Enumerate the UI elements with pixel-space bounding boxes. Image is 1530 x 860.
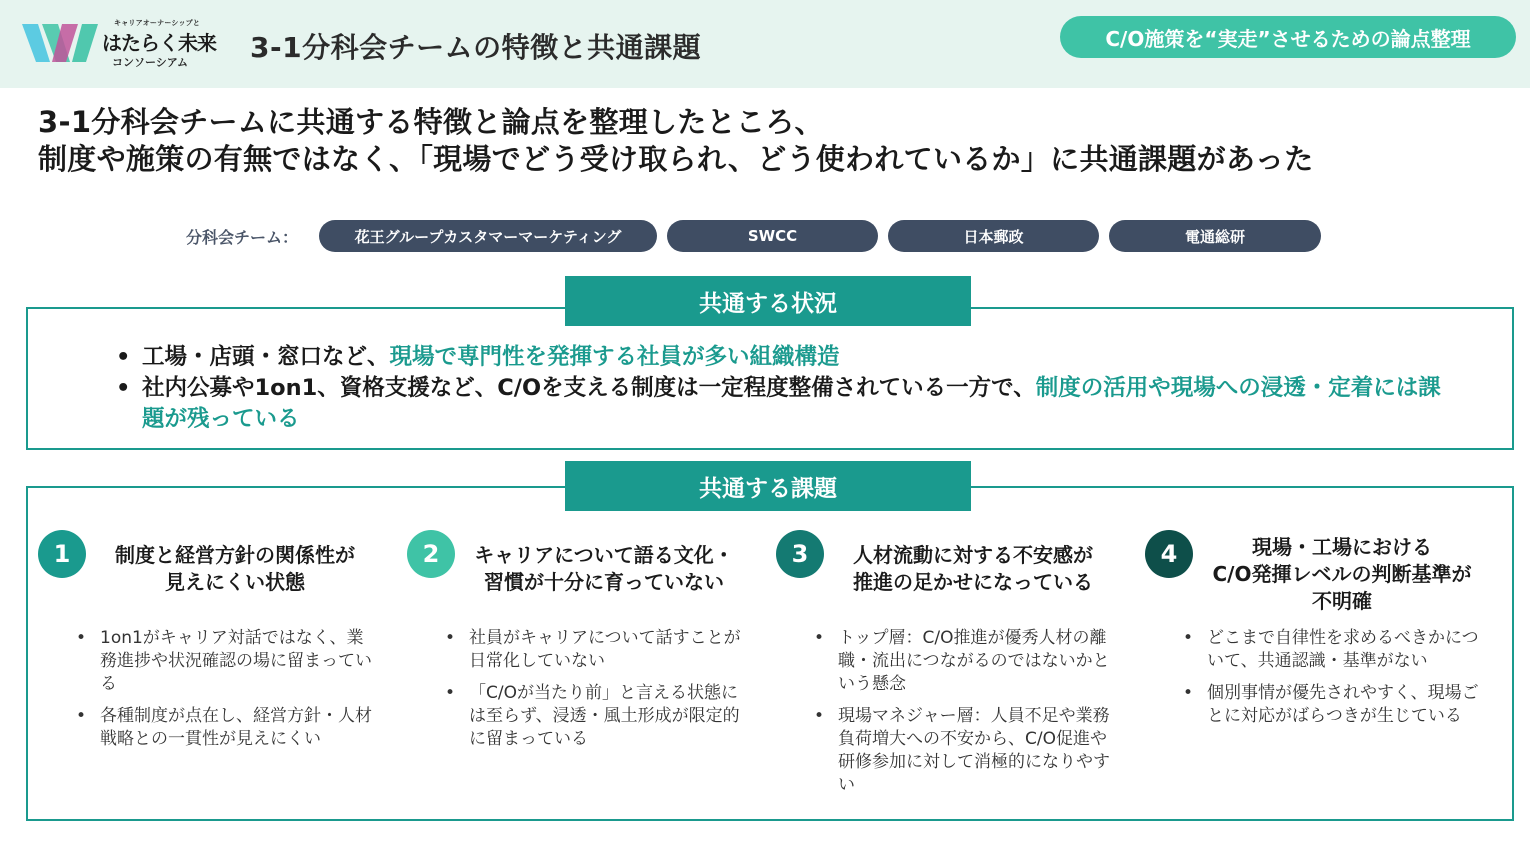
issue-title-line: 現場・工場における	[1252, 535, 1432, 559]
issue-number-badge: 1	[38, 530, 86, 578]
issue-bullets	[1183, 627, 1483, 737]
logo-tagline: キャリアオーナーシップと	[114, 19, 201, 27]
issue-title-line: 不明確	[1312, 589, 1372, 613]
issue-bullets	[76, 627, 376, 760]
situation-heading: 共通する状況	[565, 276, 971, 326]
issue-title-line: 習慣が十分に育っていない	[484, 570, 724, 594]
issue-bullets	[445, 627, 745, 760]
team-pill-swcc: SWCC	[667, 220, 878, 252]
situation-item	[116, 373, 1456, 435]
issue-bullets	[814, 627, 1114, 806]
issue-title	[459, 542, 749, 596]
team-pill-kao: 花王グループカスタマーマーケティング	[319, 220, 657, 252]
logo-mark-icon	[22, 20, 98, 66]
issue-number-badge: 3	[776, 530, 824, 578]
issue-title	[1197, 534, 1487, 615]
issues-heading: 共通する課題	[565, 461, 971, 511]
lead-line-2: 制度や施策の有無ではなく、「現場でどう受け取られ、どう使われているか」に共通課題があった	[38, 142, 1314, 176]
list-item: • どこまで自律性を求めるべきかについて、共通認識・基準がない	[1183, 627, 1483, 673]
page-title: 3-1分科会チームの特徴と共通課題	[250, 31, 702, 64]
situation-highlight: 制度の活用や現場への浸透・定着には課題が残っている	[142, 375, 1441, 432]
lead-message	[38, 104, 1498, 178]
lead-line-1: 3-1分科会チームに共通する特徴と論点を整理したところ、	[38, 105, 824, 139]
issue-title-line: キャリアについて語る文化・	[474, 543, 734, 567]
situation-text: 社内公募や1on1、資格支援など、C/Oを支える制度は一定程度整備されている一方で、	[142, 375, 1036, 401]
situation-item	[116, 342, 1456, 373]
issue-title	[90, 542, 380, 596]
list-item: • 社員がキャリアについて話すことが日常化していない	[445, 627, 745, 673]
issue-number-badge: 2	[407, 530, 455, 578]
list-item: • 個別事情が優先されやすく、現場ごとに対応がばらつきが生じている	[1183, 682, 1483, 728]
brand-logo	[22, 18, 216, 69]
list-item: • 各種制度が点在し、経営方針・人材戦略との一貫性が見えにくい	[76, 705, 376, 751]
list-item: • トップ層：C/O推進が優秀人材の離職・流出につながるのではないかという懸念	[814, 627, 1114, 696]
situation-highlight: 現場で専門性を発揮する社員が多い組織構造	[389, 344, 840, 370]
team-pill-japan-post: 日本郵政	[888, 220, 1099, 252]
issue-title-line: 制度と経営方針の関係性が	[115, 543, 355, 567]
theme-badge: C/O施策を“実走”させるための論点整理	[1060, 16, 1516, 58]
list-item: • 現場マネジャー層：人員不足や業務負荷増大への不安から、C/O促進や研修参加に対して消極的になりやすい	[814, 705, 1114, 797]
list-item: • 「C/Oが当たり前」と言える状態には至らず、浸透・風土形成が限定的に留まっている	[445, 682, 745, 751]
issue-title-line: 人材流動に対する不安感が	[853, 543, 1093, 567]
situation-list	[116, 342, 1456, 435]
team-pill-dentsu-soken: 電通総研	[1109, 220, 1321, 252]
logo-sub-text: コンソーシアム	[112, 56, 189, 69]
header-bar	[0, 0, 1530, 88]
team-label: 分科会チーム：	[186, 228, 299, 247]
issue-title-line: C/O発揮レベルの判断基準が	[1212, 562, 1472, 586]
situation-text: 工場・店頭・窓口など、	[142, 344, 390, 370]
issue-title-line: 推進の足かせになっている	[853, 570, 1093, 594]
issue-number-badge: 4	[1145, 530, 1193, 578]
issue-title	[828, 542, 1118, 596]
list-item: • 1on1がキャリア対話ではなく、業務進捗や状況確認の場に留まっている	[76, 627, 376, 696]
issue-title-line: 見えにくい状態	[165, 570, 305, 594]
logo-main-text: はたらく未来	[102, 31, 216, 55]
